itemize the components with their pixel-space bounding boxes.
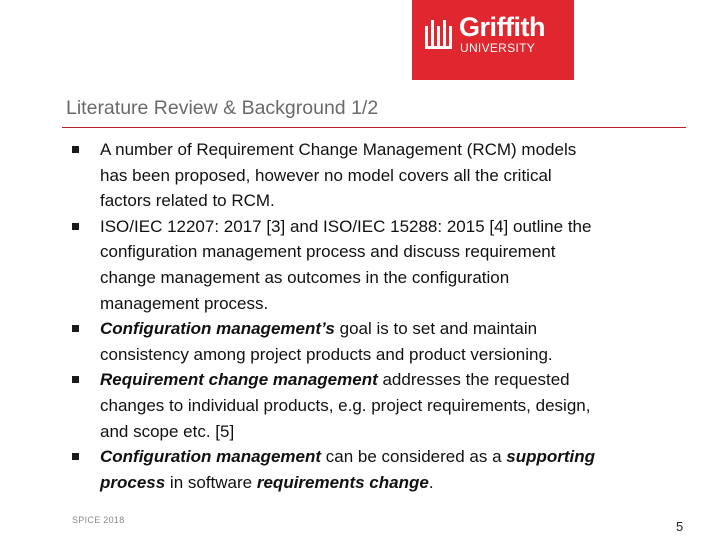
bullet-line: change management as outcomes in the configuration xyxy=(100,267,510,287)
list-item xyxy=(72,137,702,214)
body-text: addresses the requested xyxy=(377,370,570,390)
bullet-line: has been proposed, however no model covers all the critical xyxy=(100,165,552,185)
bullet-line: management process. xyxy=(100,293,269,313)
bullet-square-icon xyxy=(72,146,79,153)
bullet-line: ISO/IEC 12207: 2017 [3] and ISO/IEC 15288: 2015 [4] outline the xyxy=(100,216,592,236)
title-divider xyxy=(62,127,686,128)
bullet-line xyxy=(100,316,702,342)
bullet-line: A number of Requirement Change Management (RCM) models xyxy=(100,140,577,159)
logo-wordmark: Griffith xyxy=(459,12,545,42)
list-item xyxy=(72,444,702,495)
page-number: 5 xyxy=(676,519,684,534)
bullet-square-icon xyxy=(72,223,79,230)
bullet-line xyxy=(100,367,702,393)
bullet-list xyxy=(72,137,702,495)
footer-label: SPICE 2018 xyxy=(72,515,125,525)
slide-title: Literature Review & Background 1/2 xyxy=(66,97,379,119)
logo-subtitle: UNIVERSITY xyxy=(460,41,536,55)
body-text: . xyxy=(428,472,434,492)
emphasis-text: process xyxy=(100,472,166,492)
bullet-line: changes to individual products, e.g. project requirements, design, xyxy=(100,395,591,415)
list-item xyxy=(72,367,702,444)
bullet-line: configuration management process and discuss requirement xyxy=(100,242,556,262)
emphasis-text: Configuration management’s xyxy=(100,319,335,339)
bullet-line xyxy=(100,470,702,496)
griffith-university-logo xyxy=(412,0,574,80)
emphasis-text: supporting xyxy=(506,447,596,467)
bullet-line xyxy=(100,444,702,470)
list-item xyxy=(72,214,702,316)
bullet-line: factors related to RCM. xyxy=(100,191,275,211)
griffith-emblem-icon xyxy=(412,0,462,80)
body-text: can be considered as a xyxy=(321,447,507,467)
emphasis-text: Configuration management xyxy=(100,447,322,467)
body-text: goal is to set and maintain xyxy=(334,319,538,339)
emphasis-text: Requirement change management xyxy=(100,370,378,390)
body-text: in software xyxy=(165,472,257,492)
list-item xyxy=(72,316,702,367)
bullet-line: and scope etc. [5] xyxy=(100,421,235,441)
bullet-square-icon xyxy=(72,376,79,383)
emphasis-text: requirements change xyxy=(256,472,429,492)
bullet-square-icon xyxy=(72,325,79,332)
bullet-square-icon xyxy=(72,453,79,460)
bullet-line: consistency among project products and product versioning. xyxy=(100,344,553,364)
